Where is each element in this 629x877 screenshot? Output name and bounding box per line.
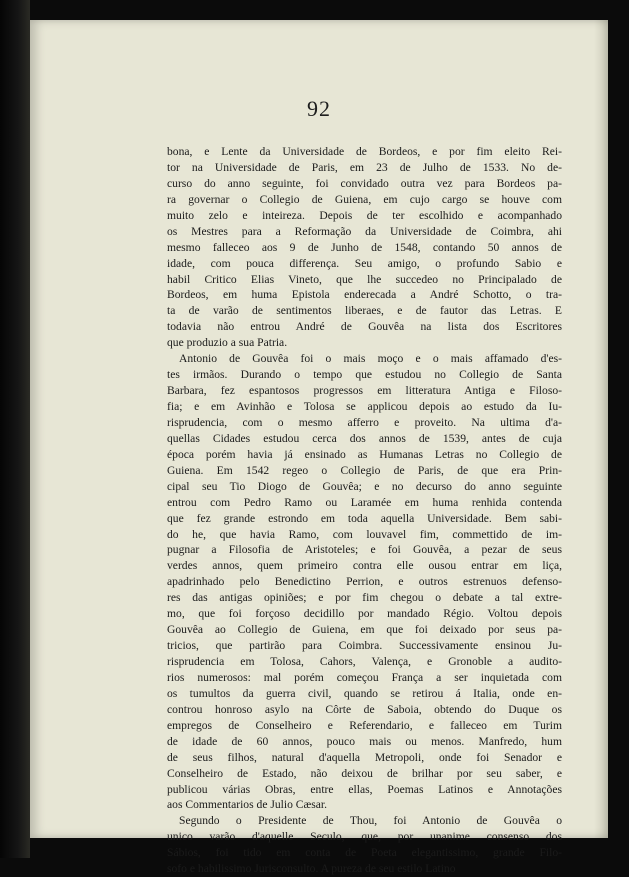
book-page bbox=[30, 20, 608, 876]
text-line: entrou com Pedro Ramo ou Laramée em huma renhida contenda bbox=[167, 495, 562, 509]
text-line: idade, com pouca differença. Seu amigo, o profundo Sabio e bbox=[167, 256, 562, 270]
text-line: ra governar o Collegio de Guiena, em cujo cargo se houve com bbox=[167, 192, 562, 206]
book-spine-shadow bbox=[0, 0, 30, 858]
text-line: cipal seu Tio Diogo de Gouvêa; e no decurso do anno seguinte bbox=[167, 479, 562, 493]
text-line: Barbara, fez espantosos progressos em litteratura Antiga e Filoso- bbox=[167, 384, 562, 398]
text-line: de seus filhos, natural d'aquella Metropoli, onde foi Senador e bbox=[167, 750, 562, 764]
text-line: Sábios, foi tido em conta de Poeta elegantissimo, grande Filo- bbox=[167, 846, 562, 860]
text-line: curso do anno seguinte, foi convidado outra vez para Bordeos pa- bbox=[167, 176, 562, 190]
text-line: muito zelo e inteireza. Depois de ter escolhido e acompanhado bbox=[167, 208, 562, 222]
text-line: época porém havia já ensinado as Humanas Letras no Collegio de bbox=[167, 447, 562, 461]
text-line: que produzio a sua Patria. bbox=[167, 336, 288, 350]
page-edge-shading bbox=[594, 20, 608, 838]
text-line: risprudencia em Tolosa, Cahors, Valença, e Gronoble a audito- bbox=[167, 655, 562, 668]
text-line: apadrinhado pelo Benedictino Perrion, e outros estrenuos defenso- bbox=[167, 575, 562, 589]
body-text bbox=[167, 144, 562, 877]
text-line: Guiena. Em 1542 regeo o Collegio de Paris, de que era Prin- bbox=[167, 463, 562, 477]
text-line: ta de varão de sentimentos liberaes, e de fautor das Letras. E bbox=[167, 304, 562, 318]
text-line: controu honroso asylo na Côrte de Saboia, obtendo do Duque os bbox=[167, 702, 562, 716]
text-line: Antonio de Gouvêa foi o mais moço e o mais affamado d'es- bbox=[179, 352, 562, 366]
text-line: verdes annos, quem primeiro contra elle ousou entrar em liça, bbox=[167, 559, 562, 573]
page-number: 92 bbox=[307, 96, 331, 121]
text-line: publicou várias Obras, entre ellas, Poemas Latinos e Annotações bbox=[167, 782, 562, 796]
text-line: habil Critico Elias Vineto, que lhe succedeo no Principalado de bbox=[167, 272, 562, 286]
text-line: mo, que foi forçoso decidillo por mandado Régio. Voltou depois bbox=[167, 607, 562, 621]
text-line: Conselheiro de Estado, não deixou de brilhar por seu saber, e bbox=[167, 766, 562, 780]
text-line: fia; e em Avinhão e Tolosa se applicou depois ao estudo da Iu- bbox=[167, 400, 562, 413]
text-line: tricios, que partirão para Coimbra. Successivamente ensinou Ju- bbox=[167, 639, 562, 653]
text-line: res das antigas opiniões; e por fim chegou o debate a tal extre- bbox=[167, 591, 562, 605]
text-line: Segundo o Presidente de Thou, foi Antonio de Gouvêa o bbox=[179, 814, 562, 828]
text-line: sofo e habilissimo Jurisconsulto. A pureza de seu estilo Latino bbox=[167, 862, 456, 876]
text-line: do he, que havia Ramo, com louvavel fim, commettido de im- bbox=[167, 527, 562, 541]
text-line: Gouvêa ao Collegio de Guiena, em que foi deixado por seus pa- bbox=[167, 623, 562, 637]
text-line: rios numerosos: mal porém começou França a ser inquietada com bbox=[167, 670, 562, 684]
text-line: mesmo falleceo aos 9 de Junho de 1548, contando 50 annos de bbox=[167, 240, 562, 254]
text-line: todavia não entrou André de Gouvêa na lista dos Escritores bbox=[167, 320, 562, 334]
text-line: unico varão d'aquelle Seculo, que, por unanime consenso dos bbox=[167, 830, 562, 844]
text-line: quellas Cidades estudou cerca dos annos de 1539, antes de cuja bbox=[167, 431, 562, 445]
text-line: de idade de 60 annos, pouco mais ou menos. Manfredo, hum bbox=[167, 734, 562, 748]
text-line: empregos de Conselheiro e Referendario, e falleceo em Turim bbox=[167, 718, 562, 732]
text-line: os tumultos da guerra civil, quando se retirou á Italia, onde en- bbox=[167, 686, 562, 700]
text-line: tes irmãos. Durando o tempo que estudou no Collegio de Santa bbox=[167, 368, 562, 382]
text-line: risprudencia, com o mesmo afferro e proveito. Na ultima d'a- bbox=[167, 415, 562, 429]
text-line: pugnar a Filosofia de Aristoteles; e foi Gouvêa, a pezar de seus bbox=[167, 543, 562, 557]
text-line: tor na Universidade de Paris, em 23 de Julho de 1533. No de- bbox=[167, 160, 562, 174]
text-line: os Mestres para a Reformação da Universidade de Coimbra, ahi bbox=[167, 224, 562, 238]
text-line: aos Commentarios de Julio Cæsar. bbox=[167, 798, 328, 812]
text-line: Bordeos, em huma Epistola enderecada a André Schotto, o tra- bbox=[167, 288, 562, 302]
text-line: bona, e Lente da Universidade de Bordeos, e por fim eleito Rei- bbox=[167, 145, 562, 158]
text-line: que fez grande estrondo em toda aquella Universidade. Bem sabi- bbox=[167, 511, 562, 525]
